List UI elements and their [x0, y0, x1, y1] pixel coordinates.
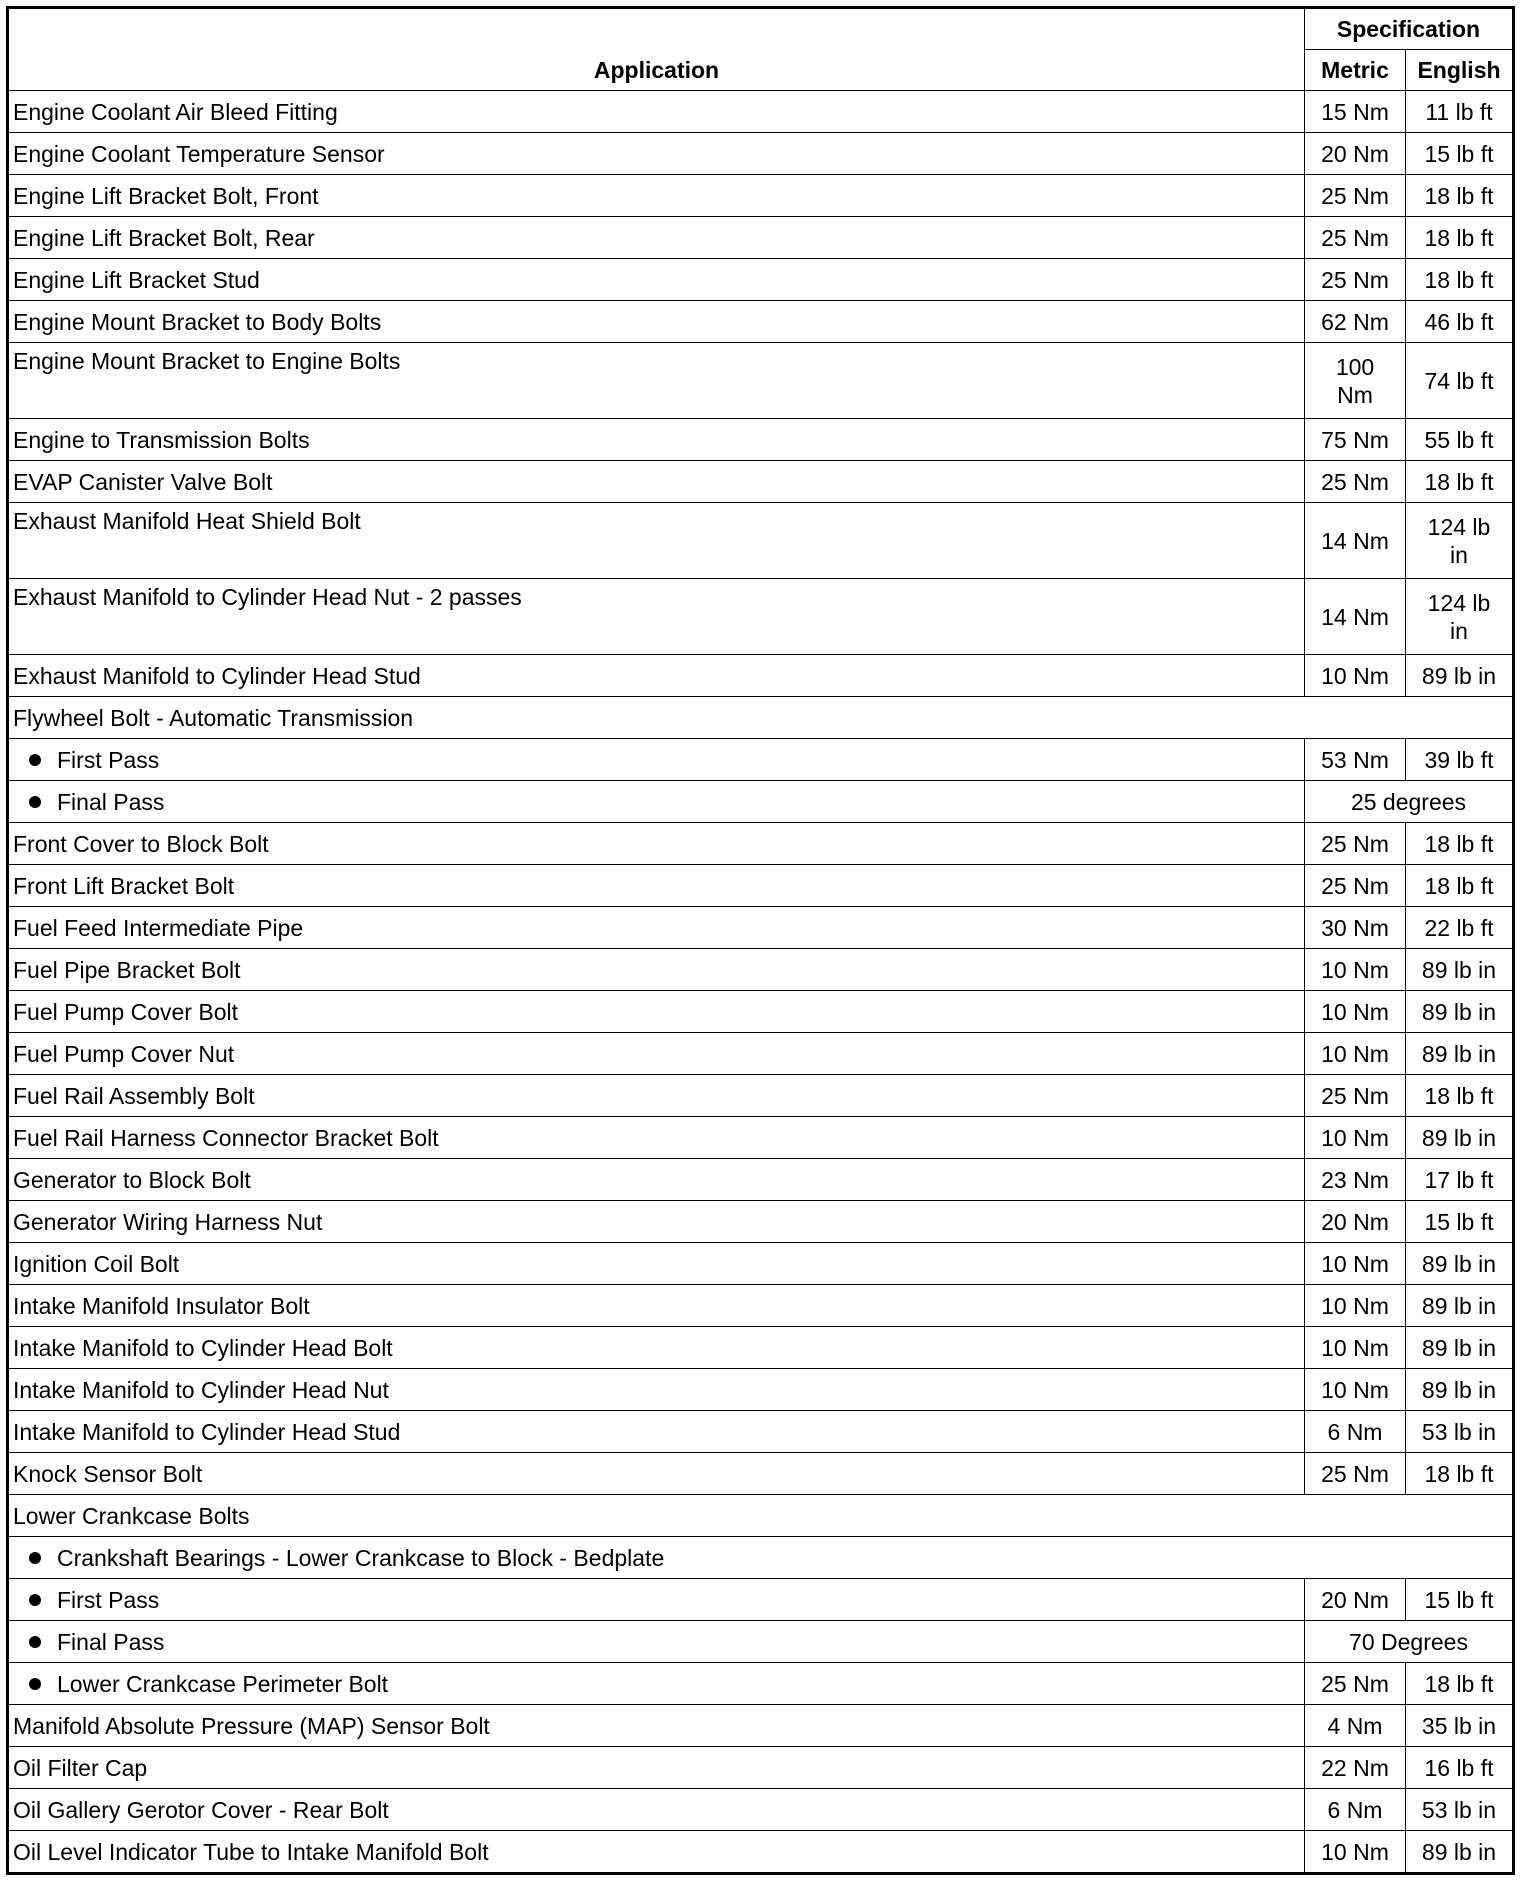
application-cell	[8, 1201, 1305, 1243]
table-row	[8, 1789, 1514, 1831]
application-text: Front Cover to Block Bolt	[13, 830, 269, 857]
english-cell	[1406, 175, 1514, 217]
english-cell	[1406, 655, 1514, 697]
english-cell-text: 89 lb in	[1421, 1376, 1497, 1403]
application-cell	[8, 1495, 1514, 1537]
english-cell-text: 55 lb ft	[1424, 426, 1494, 453]
table-row	[8, 655, 1514, 697]
metric-cell-text: 20 Nm	[1321, 140, 1389, 167]
application-text: Fuel Rail Harness Connector Bracket Bolt	[13, 1124, 439, 1151]
english-cell	[1406, 301, 1514, 343]
table-row	[8, 579, 1514, 655]
application-text: Final Pass	[57, 788, 165, 815]
english-cell	[1406, 865, 1514, 907]
metric-cell-text: 10 Nm	[1321, 956, 1389, 983]
table-row	[8, 865, 1514, 907]
application-text: Intake Manifold to Cylinder Head Nut	[13, 1376, 389, 1403]
metric-cell-text: 25 Nm	[1321, 468, 1389, 495]
metric-cell-text: 22 Nm	[1321, 1754, 1389, 1781]
application-text: Fuel Pump Cover Bolt	[13, 998, 238, 1025]
english-cell-text: 35 lb in	[1421, 1712, 1497, 1739]
metric-cell-text: 6 Nm	[1327, 1418, 1383, 1445]
table-row	[8, 1369, 1514, 1411]
application-cell	[8, 503, 1305, 579]
specification-cell-text: 25 degrees	[1350, 788, 1467, 815]
metric-cell-text: 14 Nm	[1321, 527, 1389, 554]
application-cell	[8, 259, 1305, 301]
english-cell-text: 15 lb ft	[1424, 1586, 1494, 1613]
application-text: Intake Manifold Insulator Bolt	[13, 1292, 310, 1319]
metric-cell-text: 10 Nm	[1321, 662, 1389, 689]
table-row	[8, 781, 1514, 823]
english-cell-text: 18 lb ft	[1424, 830, 1494, 857]
metric-cell-text: 25 Nm	[1321, 266, 1389, 293]
english-cell-text: 89 lb in	[1421, 998, 1497, 1025]
english-cell-text: 89 lb in	[1421, 1124, 1497, 1151]
application-text: Final Pass	[57, 1628, 165, 1655]
metric-cell-text: 25 Nm	[1321, 1082, 1389, 1109]
english-cell-text: 89 lb in	[1421, 1250, 1497, 1277]
metric-cell	[1305, 1243, 1406, 1285]
specification-cell-text: 70 Degrees	[1349, 1628, 1468, 1655]
bullet-icon	[29, 1552, 41, 1564]
metric-cell	[1305, 1327, 1406, 1369]
english-cell	[1406, 1411, 1514, 1453]
metric-cell-text: 15 Nm	[1321, 98, 1389, 125]
application-text: Knock Sensor Bolt	[13, 1460, 203, 1487]
english-cell	[1406, 259, 1514, 301]
table-row	[8, 1201, 1514, 1243]
metric-cell-text: 100 Nm	[1335, 353, 1375, 408]
application-cell	[8, 781, 1305, 823]
metric-cell-text: 6 Nm	[1327, 1796, 1383, 1823]
metric-cell	[1305, 1075, 1406, 1117]
application-cell	[8, 579, 1305, 655]
table-row	[8, 1285, 1514, 1327]
table-row	[8, 1579, 1514, 1621]
english-cell	[1406, 579, 1514, 655]
application-cell	[8, 461, 1305, 503]
metric-cell	[1305, 1117, 1406, 1159]
application-cell	[8, 419, 1305, 461]
english-cell	[1406, 1327, 1514, 1369]
application-text: Intake Manifold to Cylinder Head Bolt	[13, 1334, 393, 1361]
application-cell	[8, 1747, 1305, 1789]
english-cell-text: 18 lb ft	[1424, 468, 1494, 495]
metric-cell	[1305, 823, 1406, 865]
table-row	[8, 697, 1514, 739]
english-header: English	[1406, 50, 1514, 91]
english-cell-text: 89 lb in	[1421, 1292, 1497, 1319]
table-row	[8, 1453, 1514, 1495]
application-text: Engine Mount Bracket to Body Bolts	[13, 308, 382, 335]
application-cell	[8, 301, 1305, 343]
english-cell	[1406, 1033, 1514, 1075]
application-cell	[8, 1663, 1305, 1705]
bullet-icon	[29, 754, 41, 766]
english-cell	[1406, 1117, 1514, 1159]
application-cell	[8, 91, 1305, 133]
table-row	[8, 503, 1514, 579]
application-cell	[8, 1831, 1305, 1874]
table-row	[8, 1033, 1514, 1075]
application-cell	[8, 1075, 1305, 1117]
metric-cell-text: 10 Nm	[1321, 1250, 1389, 1277]
table-row	[8, 1495, 1514, 1537]
metric-cell-text: 25 Nm	[1321, 182, 1389, 209]
english-cell-text: 89 lb in	[1421, 662, 1497, 689]
table-row	[8, 1537, 1514, 1579]
metric-cell	[1305, 865, 1406, 907]
application-cell	[8, 823, 1305, 865]
table-row	[8, 823, 1514, 865]
table-row	[8, 1831, 1514, 1874]
english-cell	[1406, 419, 1514, 461]
english-cell	[1406, 1201, 1514, 1243]
specification-cell	[1305, 781, 1514, 823]
table-row	[8, 91, 1514, 133]
application-cell	[8, 697, 1514, 739]
metric-cell-text: 25 Nm	[1321, 224, 1389, 251]
table-row	[8, 739, 1514, 781]
application-text: Engine Coolant Temperature Sensor	[13, 140, 385, 167]
metric-cell	[1305, 217, 1406, 259]
english-cell-text: 16 lb ft	[1424, 1754, 1494, 1781]
english-cell-text: 18 lb ft	[1424, 182, 1494, 209]
table-row	[8, 1621, 1514, 1663]
english-cell	[1406, 1663, 1514, 1705]
english-cell-text: 89 lb in	[1421, 1040, 1497, 1067]
application-text: Exhaust Manifold to Cylinder Head Stud	[13, 662, 421, 689]
metric-cell	[1305, 1453, 1406, 1495]
table-row	[8, 1411, 1514, 1453]
application-text: Oil Level Indicator Tube to Intake Manifold Bolt	[13, 1838, 489, 1865]
application-text: Engine Coolant Air Bleed Fitting	[13, 98, 338, 125]
metric-cell	[1305, 1201, 1406, 1243]
application-text: Crankshaft Bearings - Lower Crankcase to Block - Bedplate	[57, 1544, 665, 1571]
english-cell-text: 18 lb ft	[1424, 1082, 1494, 1109]
english-cell	[1406, 1831, 1514, 1874]
metric-cell-text: 10 Nm	[1321, 1040, 1389, 1067]
metric-cell	[1305, 1831, 1406, 1874]
metric-cell-text: 20 Nm	[1321, 1208, 1389, 1235]
english-cell-text: 53 lb in	[1421, 1418, 1497, 1445]
table-row	[8, 259, 1514, 301]
english-cell	[1406, 1369, 1514, 1411]
metric-header: Metric	[1305, 50, 1406, 91]
english-cell-text: 17 lb ft	[1424, 1166, 1494, 1193]
application-text: First Pass	[57, 746, 160, 773]
application-text: Ignition Coil Bolt	[13, 1250, 180, 1277]
application-cell	[8, 1705, 1305, 1747]
english-cell	[1406, 133, 1514, 175]
table-row	[8, 1663, 1514, 1705]
metric-cell-text: 10 Nm	[1321, 1376, 1389, 1403]
english-cell-text: 39 lb ft	[1424, 746, 1494, 773]
table-row	[8, 1705, 1514, 1747]
metric-cell	[1305, 461, 1406, 503]
english-cell-text: 74 lb ft	[1424, 367, 1494, 394]
application-text: EVAP Canister Valve Bolt	[13, 468, 273, 495]
application-text: Fuel Rail Assembly Bolt	[13, 1082, 255, 1109]
application-cell	[8, 1453, 1305, 1495]
english-cell	[1406, 1747, 1514, 1789]
english-cell	[1406, 1159, 1514, 1201]
metric-cell-text: 10 Nm	[1321, 998, 1389, 1025]
metric-cell-text: 14 Nm	[1321, 603, 1389, 630]
metric-cell-text: 25 Nm	[1321, 1670, 1389, 1697]
english-cell	[1406, 991, 1514, 1033]
table-row	[8, 133, 1514, 175]
application-cell	[8, 343, 1305, 419]
application-text: Engine Mount Bracket to Engine Bolts	[13, 348, 401, 374]
application-cell	[8, 1285, 1305, 1327]
application-cell	[8, 655, 1305, 697]
english-cell-text: 46 lb ft	[1424, 308, 1494, 335]
application-text: Fuel Pipe Bracket Bolt	[13, 956, 241, 983]
english-cell	[1406, 91, 1514, 133]
english-cell-text: 124 lb in	[1427, 513, 1491, 568]
metric-cell-text: 20 Nm	[1321, 1586, 1389, 1613]
table-row	[8, 175, 1514, 217]
application-cell	[8, 175, 1305, 217]
application-text: Fuel Pump Cover Nut	[13, 1040, 235, 1067]
metric-cell-text: 23 Nm	[1321, 1166, 1389, 1193]
table-row	[8, 343, 1514, 419]
metric-cell	[1305, 343, 1406, 419]
english-cell-text: 18 lb ft	[1424, 1670, 1494, 1697]
english-cell-text: 53 lb in	[1421, 1796, 1497, 1823]
specification-cell	[1305, 1621, 1514, 1663]
english-cell	[1406, 343, 1514, 419]
table-row	[8, 1243, 1514, 1285]
english-cell-text: 18 lb ft	[1424, 872, 1494, 899]
metric-cell-text: 30 Nm	[1321, 914, 1389, 941]
application-cell	[8, 1243, 1305, 1285]
table-row	[8, 1747, 1514, 1789]
application-cell	[8, 1789, 1305, 1831]
application-cell	[8, 1537, 1514, 1579]
metric-cell-text: 25 Nm	[1321, 872, 1389, 899]
english-cell-text: 22 lb ft	[1424, 914, 1494, 941]
application-cell	[8, 949, 1305, 991]
bullet-icon	[29, 1594, 41, 1606]
english-cell-text: 15 lb ft	[1424, 1208, 1494, 1235]
metric-cell	[1305, 739, 1406, 781]
table-row	[8, 1327, 1514, 1369]
application-text: Exhaust Manifold to Cylinder Head Nut - 2 passes	[13, 584, 522, 610]
application-cell	[8, 1369, 1305, 1411]
english-cell	[1406, 1285, 1514, 1327]
metric-cell	[1305, 907, 1406, 949]
application-cell	[8, 1621, 1305, 1663]
application-header: Application	[8, 8, 1305, 91]
application-cell	[8, 1117, 1305, 1159]
application-text: First Pass	[57, 1586, 160, 1613]
application-text: Lower Crankcase Perimeter Bolt	[57, 1670, 389, 1697]
application-text: Flywheel Bolt - Automatic Transmission	[13, 704, 414, 731]
metric-cell-text: 62 Nm	[1321, 308, 1389, 335]
english-cell-text: 89 lb in	[1421, 1838, 1497, 1865]
table-row	[8, 217, 1514, 259]
application-cell	[8, 1327, 1305, 1369]
table-body	[8, 91, 1514, 1874]
torque-specification-table	[6, 6, 1515, 1875]
english-cell	[1406, 461, 1514, 503]
application-text: Engine to Transmission Bolts	[13, 426, 310, 453]
metric-cell	[1305, 1663, 1406, 1705]
application-cell	[8, 739, 1305, 781]
english-cell-text: 18 lb ft	[1424, 1460, 1494, 1487]
metric-cell	[1305, 991, 1406, 1033]
english-cell	[1406, 949, 1514, 991]
table-row	[8, 301, 1514, 343]
english-cell-text: 18 lb ft	[1424, 224, 1494, 251]
metric-cell-text: 25 Nm	[1321, 830, 1389, 857]
application-text: Exhaust Manifold Heat Shield Bolt	[13, 508, 361, 534]
metric-cell	[1305, 1159, 1406, 1201]
application-cell	[8, 1579, 1305, 1621]
english-cell	[1406, 217, 1514, 259]
english-cell	[1406, 1705, 1514, 1747]
bullet-icon	[29, 1678, 41, 1690]
application-text: Oil Gallery Gerotor Cover - Rear Bolt	[13, 1796, 389, 1823]
english-cell-text: 15 lb ft	[1424, 140, 1494, 167]
specification-header: Specification	[1305, 8, 1514, 50]
metric-cell	[1305, 175, 1406, 217]
metric-cell	[1305, 259, 1406, 301]
metric-cell-text: 75 Nm	[1321, 426, 1389, 453]
table-row	[8, 907, 1514, 949]
table-row	[8, 991, 1514, 1033]
application-cell	[8, 1411, 1305, 1453]
metric-cell	[1305, 579, 1406, 655]
metric-cell	[1305, 1369, 1406, 1411]
english-cell	[1406, 1453, 1514, 1495]
metric-cell	[1305, 301, 1406, 343]
metric-cell	[1305, 503, 1406, 579]
header-row	[8, 8, 1514, 50]
metric-cell-text: 10 Nm	[1321, 1334, 1389, 1361]
metric-cell	[1305, 1033, 1406, 1075]
bullet-icon	[29, 1636, 41, 1648]
application-cell	[8, 991, 1305, 1033]
application-text: Fuel Feed Intermediate Pipe	[13, 914, 304, 941]
application-cell	[8, 865, 1305, 907]
application-text: Engine Lift Bracket Bolt, Front	[13, 182, 319, 209]
english-cell-text: 89 lb in	[1421, 956, 1497, 983]
metric-cell-text: 25 Nm	[1321, 1460, 1389, 1487]
english-cell	[1406, 1789, 1514, 1831]
table-row	[8, 1117, 1514, 1159]
english-cell	[1406, 1075, 1514, 1117]
table-row	[8, 461, 1514, 503]
table-row	[8, 1159, 1514, 1201]
metric-cell-text: 10 Nm	[1321, 1838, 1389, 1865]
english-cell	[1406, 503, 1514, 579]
application-text: Oil Filter Cap	[13, 1754, 148, 1781]
metric-cell	[1305, 949, 1406, 991]
application-cell	[8, 907, 1305, 949]
metric-cell-text: 10 Nm	[1321, 1124, 1389, 1151]
metric-cell	[1305, 133, 1406, 175]
application-cell	[8, 217, 1305, 259]
application-cell	[8, 1159, 1305, 1201]
application-text: Manifold Absolute Pressure (MAP) Sensor Bolt	[13, 1712, 490, 1739]
english-cell-text: 124 lb in	[1427, 589, 1491, 644]
application-text: Intake Manifold to Cylinder Head Stud	[13, 1418, 401, 1445]
metric-cell	[1305, 1705, 1406, 1747]
english-cell	[1406, 907, 1514, 949]
metric-cell	[1305, 91, 1406, 133]
english-cell	[1406, 1243, 1514, 1285]
english-cell-text: 18 lb ft	[1424, 266, 1494, 293]
application-cell	[8, 133, 1305, 175]
metric-cell	[1305, 419, 1406, 461]
metric-cell	[1305, 1789, 1406, 1831]
metric-cell-text: 4 Nm	[1327, 1712, 1383, 1739]
english-cell	[1406, 823, 1514, 865]
english-cell-text: 11 lb ft	[1425, 98, 1493, 125]
application-text: Front Lift Bracket Bolt	[13, 872, 235, 899]
metric-cell	[1305, 1285, 1406, 1327]
metric-cell-text: 53 Nm	[1321, 746, 1389, 773]
table-row	[8, 949, 1514, 991]
application-text: Engine Lift Bracket Bolt, Rear	[13, 224, 315, 251]
table-row	[8, 1075, 1514, 1117]
english-cell-text: 89 lb in	[1421, 1334, 1497, 1361]
metric-cell	[1305, 1579, 1406, 1621]
metric-cell	[1305, 655, 1406, 697]
application-cell	[8, 1033, 1305, 1075]
metric-cell-text: 10 Nm	[1321, 1292, 1389, 1319]
application-text: Engine Lift Bracket Stud	[13, 266, 260, 293]
table-row	[8, 419, 1514, 461]
metric-cell	[1305, 1411, 1406, 1453]
application-text: Lower Crankcase Bolts	[13, 1502, 250, 1529]
metric-cell	[1305, 1747, 1406, 1789]
english-cell	[1406, 739, 1514, 781]
english-cell	[1406, 1579, 1514, 1621]
application-text: Generator Wiring Harness Nut	[13, 1208, 323, 1235]
bullet-icon	[29, 796, 41, 808]
application-text: Generator to Block Bolt	[13, 1166, 251, 1193]
